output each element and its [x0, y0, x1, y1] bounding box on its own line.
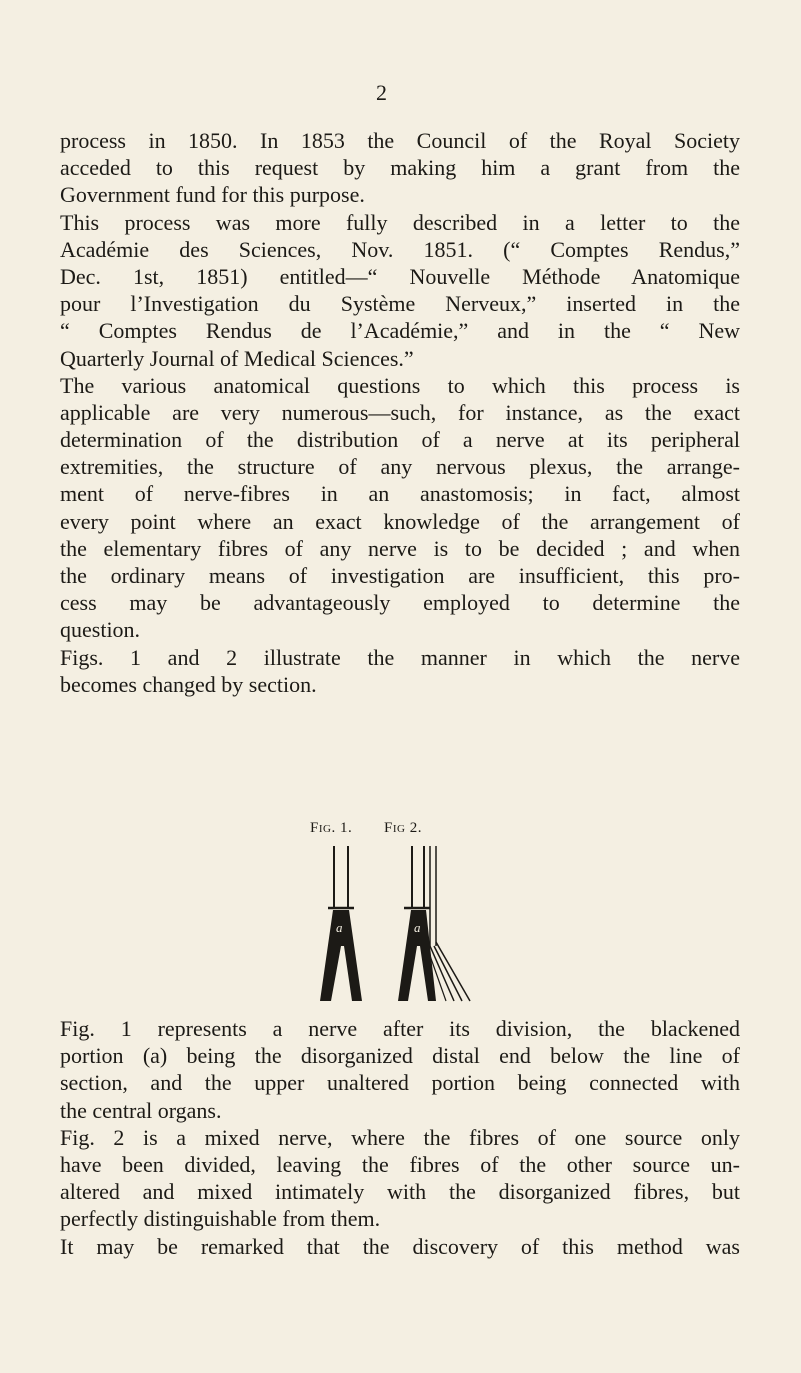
text-line: applicable are very numerous—such, for instance, as the exact	[60, 399, 740, 425]
text-line: ment of nerve-fibres in an anastomosis; in fact, almost	[60, 481, 740, 507]
text-line: Quarterly Journal of Medical Sciences.”	[60, 345, 414, 371]
text-line: cess may be advantageously employed to determine the	[60, 590, 740, 616]
text-line: becomes changed by section.	[60, 671, 317, 697]
fig1-label: Fig. 1.	[310, 820, 353, 836]
text-line: Figs. 1 and 2 illustrate the manner in which the nerve	[60, 644, 740, 670]
fig2-marker: a	[414, 920, 421, 935]
fig1-marker: a	[336, 920, 343, 935]
text-line: every point where an exact knowledge of the arrangement of	[60, 508, 740, 534]
text-line: Fig. 2 is a mixed nerve, where the fibres of one source only	[60, 1124, 740, 1150]
page-number: 2	[376, 80, 388, 105]
text-line: altered and mixed intimately with the disorganized fibres, but	[60, 1179, 740, 1205]
text-line: extremities, the structure of any nervous plexus, the arrange-	[60, 454, 740, 480]
text-line: the central organs.	[60, 1097, 222, 1123]
text-line: perfectly distinguishable from them.	[60, 1206, 381, 1232]
text-line: portion (a) being the disorganized distal end below the line of	[60, 1043, 740, 1069]
text-line: acceded to this request by making him a grant from the	[60, 155, 740, 181]
text-line: It may be remarked that the discovery of this method was	[60, 1233, 740, 1259]
text-line: question.	[60, 617, 141, 643]
text-line: pour l’Investigation du Système Nerveux,” inserted in the	[60, 291, 740, 317]
text-line: This process was more fully described in a letter to the	[60, 209, 740, 235]
text-line: “ Comptes Rendus de l’Académie,” and in the “ New	[60, 318, 740, 344]
body-text-top	[60, 127, 740, 698]
figures	[310, 820, 550, 1010]
body-text-bottom	[60, 1015, 740, 1260]
text-line: section, and the upper unaltered portion being connected with	[60, 1070, 740, 1096]
text-line: The various anatomical questions to which this process is	[60, 372, 740, 398]
text-line: have been divided, leaving the fibres of the other source un-	[60, 1151, 740, 1177]
text-line: the ordinary means of investigation are insufficient, this pro-	[60, 563, 740, 588]
text-line: determination of the distribution of a nerve at its peripheral	[60, 427, 740, 453]
fig1-nerve-illustration	[314, 846, 374, 1006]
fig2-label: Fig 2.	[384, 820, 422, 836]
text-line: Dec. 1st, 1851) entitled—“ Nouvelle Méthode Anatomique	[60, 263, 740, 289]
text-line: Fig. 1 represents a nerve after its division, the blackened	[60, 1016, 740, 1041]
text-line: Government fund for this purpose.	[60, 182, 365, 208]
fig2-nerve-illustration	[390, 846, 480, 1006]
text-line: process in 1850. In 1853 the Council of the Royal Society	[60, 128, 740, 153]
text-line: Académie des Sciences, Nov. 1851. (“ Comptes Rendus,”	[60, 236, 740, 262]
text-line: the elementary fibres of any nerve is to be decided ; and when	[60, 535, 740, 561]
